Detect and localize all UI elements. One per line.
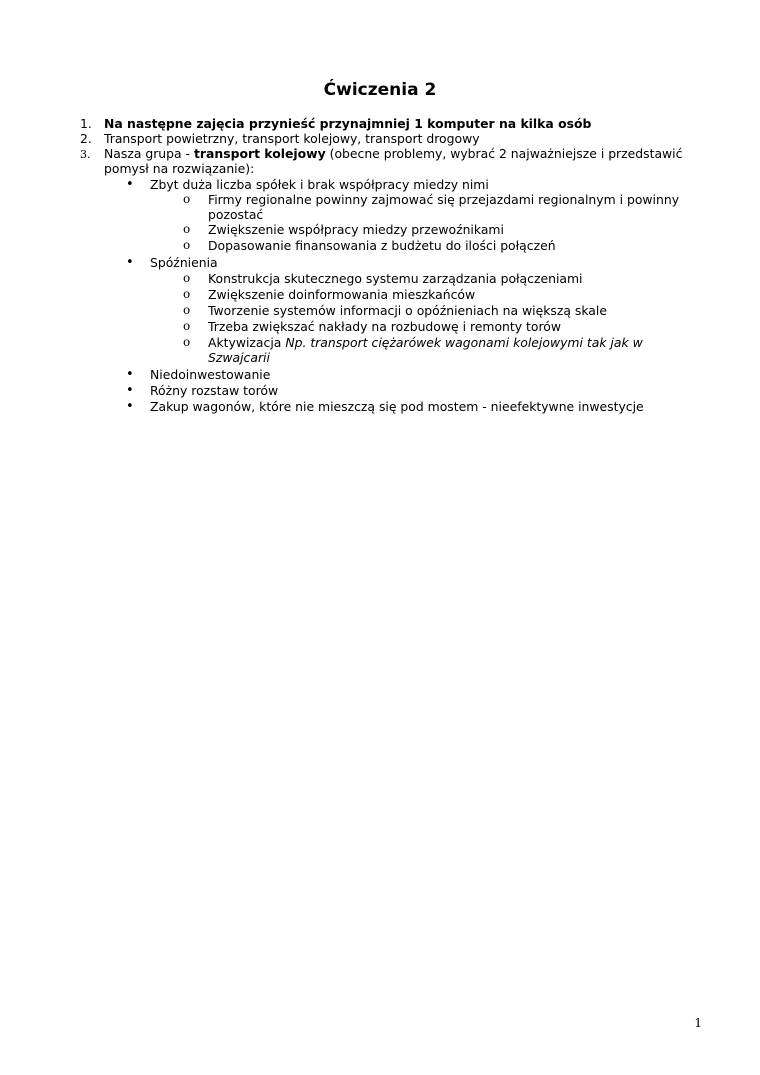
sub-bullet-item: Trzeba zwiększać nakłady na rozbudowę i remonty torów: [208, 319, 562, 334]
sub-bullet-item-continuation: Szwajcarii: [208, 350, 270, 365]
sub-bullet-item: Konstrukcja skutecznego systemu zarządzania połączeniami: [208, 271, 583, 286]
bullet-item: Zbyt duża liczba spółek i brak współpracy miedzy nimi: [150, 177, 489, 192]
sub-bullet-item: Zwiększenie doinformowania mieszkańców: [208, 287, 476, 302]
sub-bullet-item-continuation: pozostać: [208, 207, 264, 222]
page-title: Ćwiczenia 2: [323, 80, 437, 100]
list-item-1: Na następne zajęcia przynieść przynajmniej 1 komputer na kilka osób: [104, 116, 592, 131]
page-number: 1: [694, 1016, 702, 1030]
list-number-2: 2.: [80, 131, 92, 146]
bullet-item: Spóźnienia: [150, 255, 218, 270]
sub-bullet-marker: o: [183, 335, 191, 349]
sub-bullet-marker: o: [183, 192, 191, 206]
bullet-marker: •: [126, 383, 134, 398]
bullet-marker: •: [126, 255, 134, 270]
list-item-3-suffix: (obecne problemy, wybrać 2 najważniejsze i przedstawić: [325, 146, 683, 161]
sub-bullet-marker: o: [183, 303, 191, 317]
list-item-3-bold: transport kolejowy: [193, 146, 326, 161]
list-item-3-continuation: pomysł na rozwiązanie):: [104, 161, 255, 176]
sub-bullet-marker: o: [183, 319, 191, 333]
sub-bullet-marker: o: [183, 222, 191, 236]
bullet-marker: •: [126, 399, 134, 414]
sub-bullet-item-italic: Np. transport ciężarówek wagonami kolejowymi tak jak w: [285, 335, 643, 350]
list-number-3: 3.: [80, 148, 91, 161]
bullet-item: Niedoinwestowanie: [150, 367, 271, 382]
bullet-marker: •: [126, 367, 134, 382]
sub-bullet-item: Dopasowanie finansowania z budżetu do ilości połączeń: [208, 238, 556, 253]
sub-bullet-item-lead: Aktywizacja: [208, 335, 286, 350]
sub-bullet-item: Zwiększenie współpracy miedzy przewoźnikami: [208, 222, 504, 237]
sub-bullet-marker: o: [183, 287, 191, 301]
sub-bullet-item: Firmy regionalne powinny zajmować się przejazdami regionalnym i powinny: [208, 192, 680, 207]
list-item-3: [104, 146, 682, 161]
list-item-2: Transport powietrzny, transport kolejowy, transport drogowy: [104, 131, 480, 146]
list-number-1: 1.: [80, 116, 92, 131]
sub-bullet-item: [208, 335, 643, 350]
sub-bullet-marker: o: [183, 238, 191, 252]
sub-bullet-item: Tworzenie systemów informacji o opóźnieniach na większą skale: [208, 303, 607, 318]
bullet-marker: •: [126, 177, 134, 192]
list-item-3-prefix: Nasza grupa -: [104, 146, 194, 161]
bullet-item: Różny rozstaw torów: [150, 383, 279, 398]
bullet-item: Zakup wagonów, które nie mieszczą się pod mostem - nieefektywne inwestycje: [150, 399, 644, 414]
sub-bullet-marker: o: [183, 271, 191, 285]
